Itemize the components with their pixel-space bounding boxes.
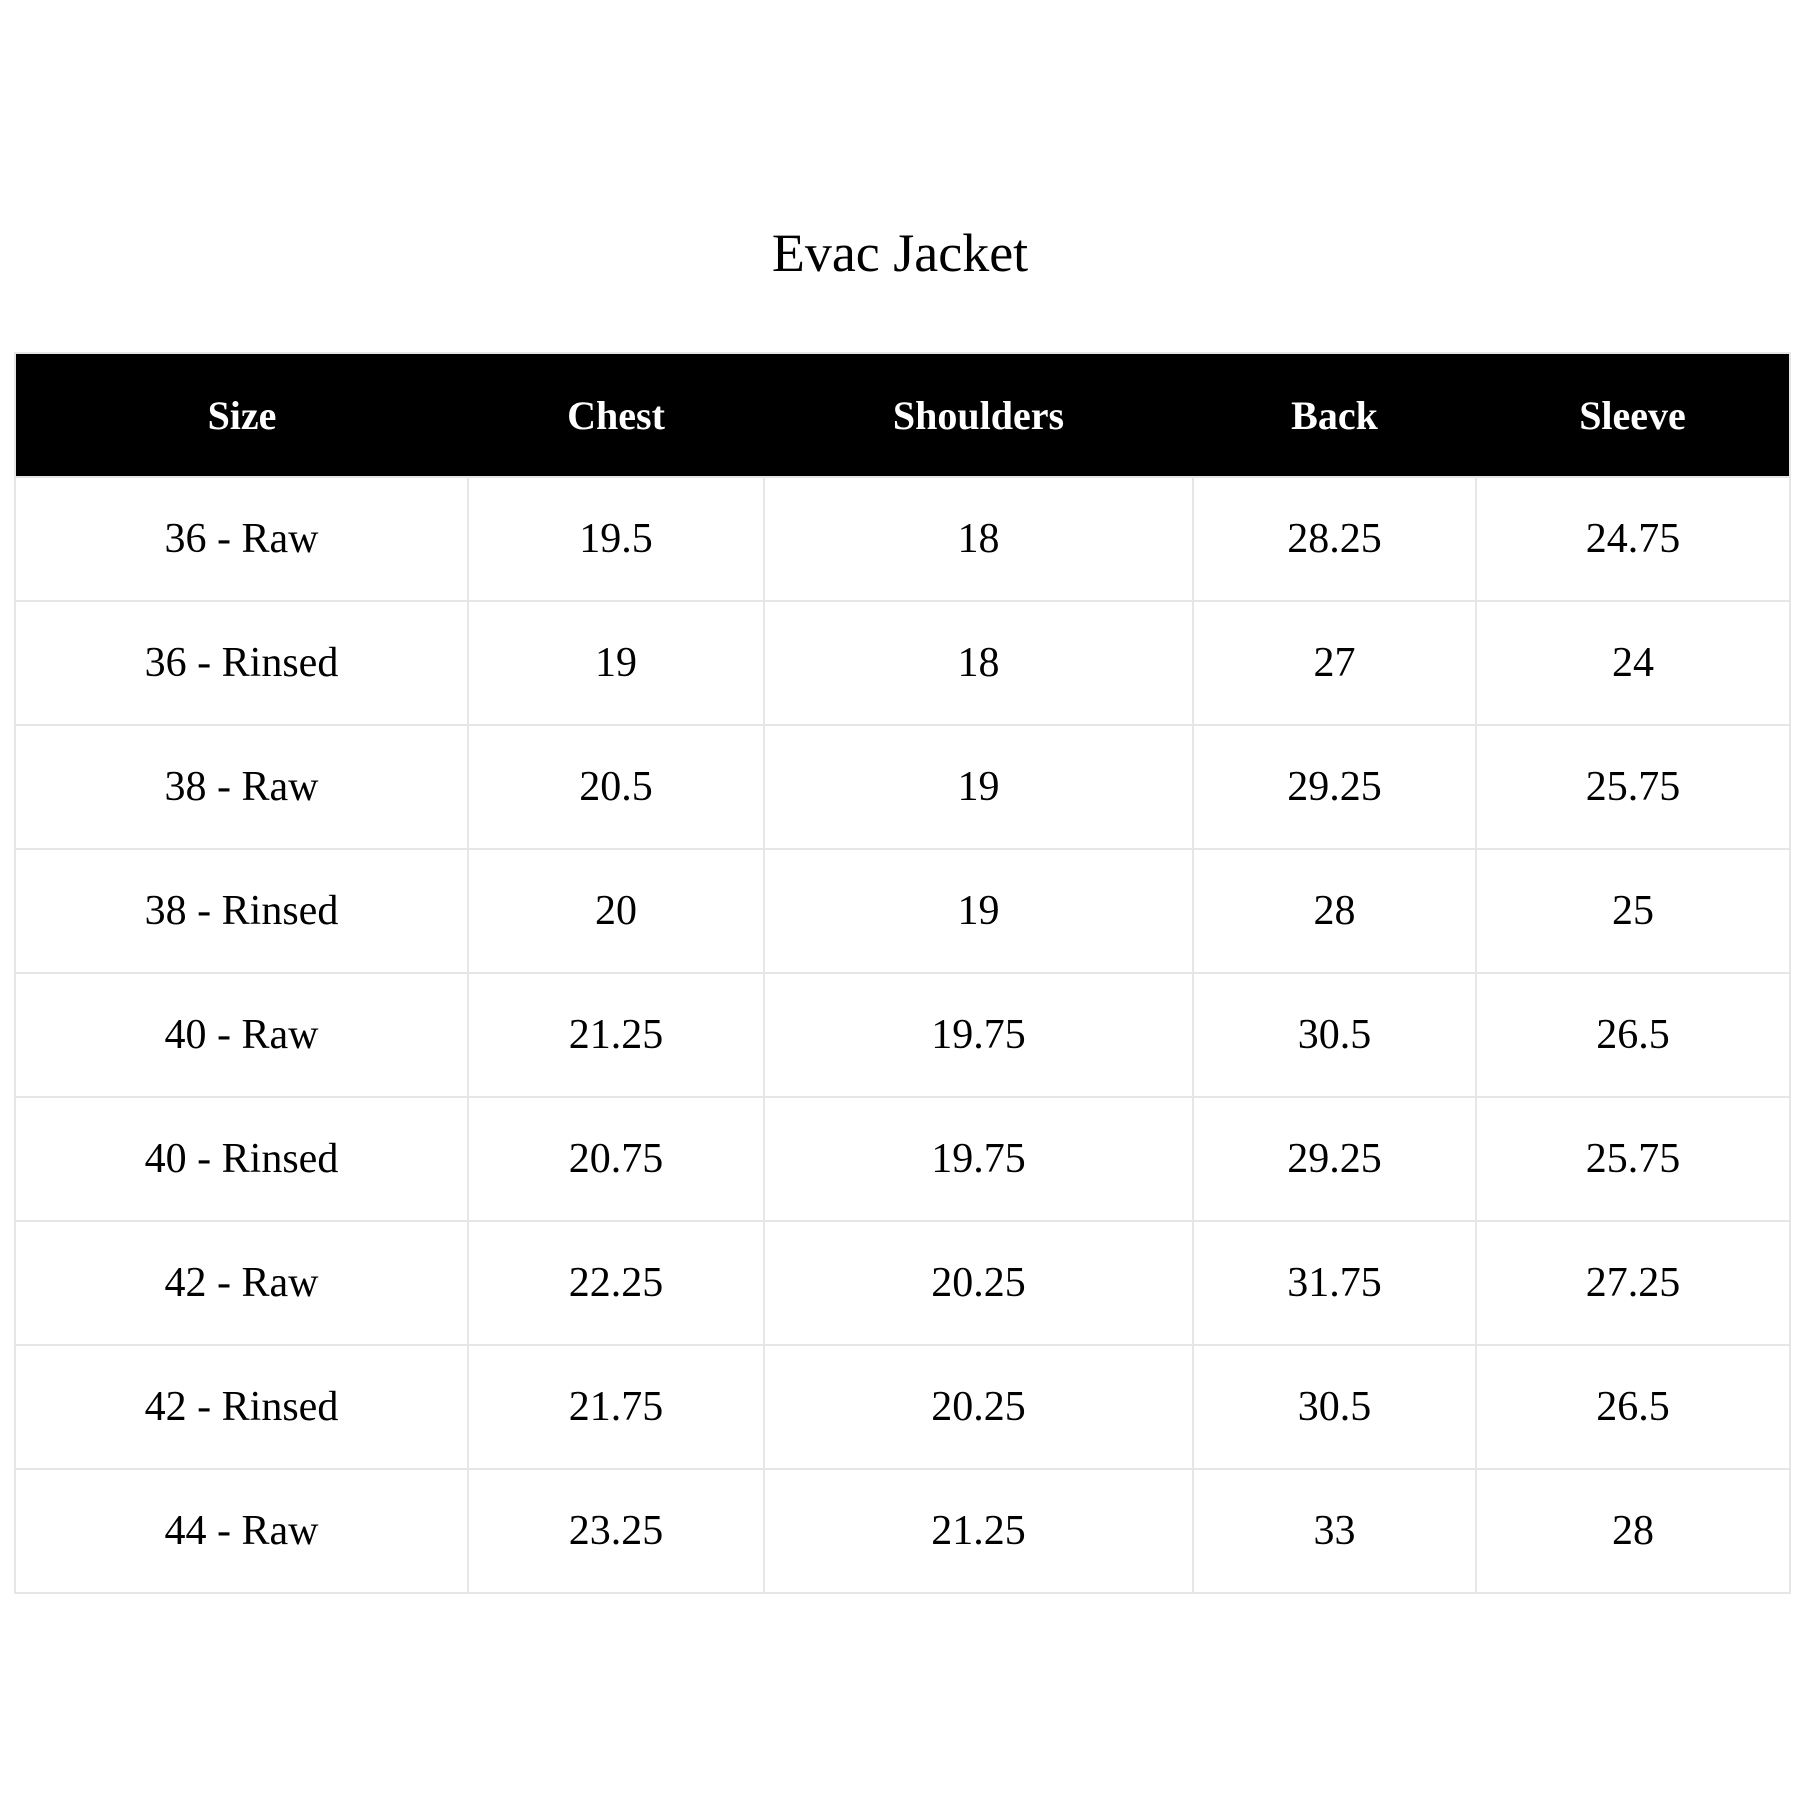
- table-row: [15, 849, 1790, 973]
- cell-shoulders: 20.25: [764, 1345, 1193, 1469]
- cell-shoulders: 18: [764, 601, 1193, 725]
- header-size: Size: [15, 353, 468, 477]
- cell-chest: 19: [468, 601, 764, 725]
- cell-size: 42 - Rinsed: [15, 1345, 468, 1469]
- cell-back: 28: [1193, 849, 1476, 973]
- cell-chest: 22.25: [468, 1221, 764, 1345]
- cell-sleeve: 25: [1476, 849, 1790, 973]
- header-chest: Chest: [468, 353, 764, 477]
- cell-size: 44 - Raw: [15, 1469, 468, 1593]
- table-row: [15, 1097, 1790, 1221]
- cell-sleeve: 24.75: [1476, 477, 1790, 601]
- cell-chest: 19.5: [468, 477, 764, 601]
- size-chart-table: [14, 352, 1791, 1594]
- header-shoulders: Shoulders: [764, 353, 1193, 477]
- cell-back: 33: [1193, 1469, 1476, 1593]
- cell-back: 29.25: [1193, 1097, 1476, 1221]
- cell-size: 40 - Rinsed: [15, 1097, 468, 1221]
- cell-size: 38 - Raw: [15, 725, 468, 849]
- cell-sleeve: 24: [1476, 601, 1790, 725]
- cell-shoulders: 18: [764, 477, 1193, 601]
- cell-back: 30.5: [1193, 973, 1476, 1097]
- cell-chest: 20: [468, 849, 764, 973]
- cell-size: 36 - Rinsed: [15, 601, 468, 725]
- header-row: [15, 353, 1790, 477]
- cell-size: 40 - Raw: [15, 973, 468, 1097]
- cell-back: 31.75: [1193, 1221, 1476, 1345]
- cell-back: 30.5: [1193, 1345, 1476, 1469]
- table-row: [15, 1345, 1790, 1469]
- cell-shoulders: 21.25: [764, 1469, 1193, 1593]
- table-row: [15, 725, 1790, 849]
- cell-size: 42 - Raw: [15, 1221, 468, 1345]
- table-row: [15, 601, 1790, 725]
- cell-sleeve: 27.25: [1476, 1221, 1790, 1345]
- cell-chest: 23.25: [468, 1469, 764, 1593]
- page-title: Evac Jacket: [771, 223, 1029, 283]
- table-header: [15, 353, 1790, 477]
- cell-back: 28.25: [1193, 477, 1476, 601]
- header-back: Back: [1193, 353, 1476, 477]
- table-row: [15, 973, 1790, 1097]
- cell-shoulders: 19: [764, 849, 1193, 973]
- cell-shoulders: 19.75: [764, 1097, 1193, 1221]
- cell-chest: 21.75: [468, 1345, 764, 1469]
- cell-shoulders: 19.75: [764, 973, 1193, 1097]
- table-row: [15, 1469, 1790, 1593]
- table-row: [15, 477, 1790, 601]
- cell-sleeve: 25.75: [1476, 1097, 1790, 1221]
- cell-size: 38 - Rinsed: [15, 849, 468, 973]
- cell-sleeve: 26.5: [1476, 1345, 1790, 1469]
- cell-chest: 21.25: [468, 973, 764, 1097]
- cell-sleeve: 26.5: [1476, 973, 1790, 1097]
- table-row: [15, 1221, 1790, 1345]
- cell-shoulders: 19: [764, 725, 1193, 849]
- cell-size: 36 - Raw: [15, 477, 468, 601]
- cell-chest: 20.75: [468, 1097, 764, 1221]
- cell-sleeve: 28: [1476, 1469, 1790, 1593]
- cell-chest: 20.5: [468, 725, 764, 849]
- table-body: [15, 477, 1790, 1593]
- cell-back: 29.25: [1193, 725, 1476, 849]
- cell-sleeve: 25.75: [1476, 725, 1790, 849]
- cell-back: 27: [1193, 601, 1476, 725]
- header-sleeve: Sleeve: [1476, 353, 1790, 477]
- cell-shoulders: 20.25: [764, 1221, 1193, 1345]
